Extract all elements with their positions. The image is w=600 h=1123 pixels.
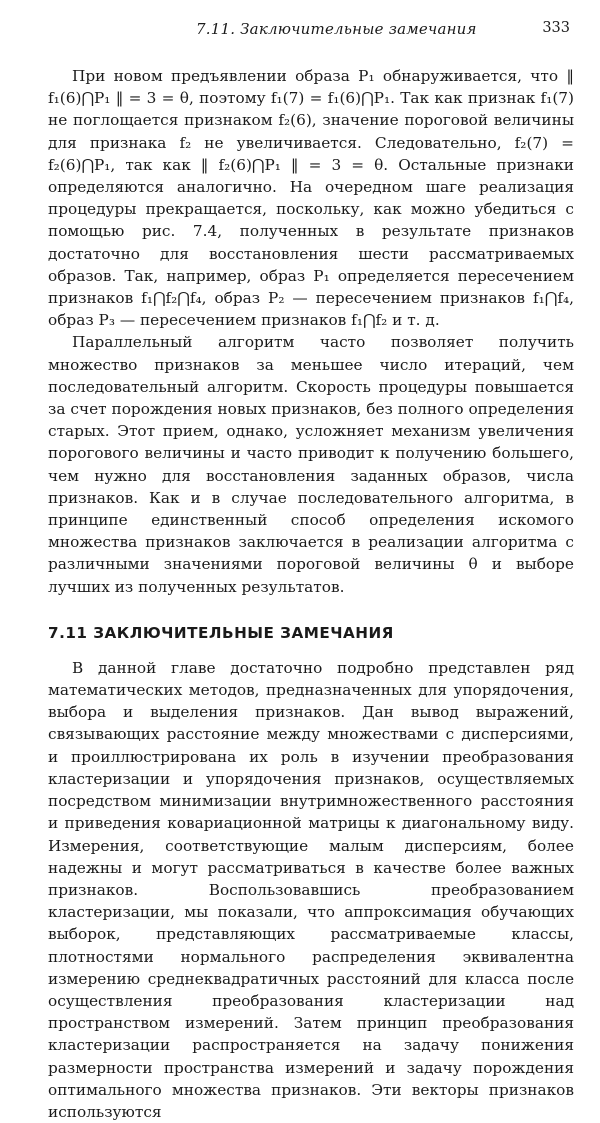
paragraph-concluding-remarks: В данной главе достаточно подробно представлен ряд математических методов, предназначенных для упорядочения, выбора и выделения признаков. Дан вывод выражений, связывающих расстояние между множествами с дисперсиями, и проиллюстрирована их роль в изучении преобразования кластеризации и упорядочения признаков, осуществляемых посредством минимизации внутримножественного расстояния и приведения ковариационной матрицы к диагональному виду. Измерения, соответствующие малым дисперсиям, более надежны и могут рассматриваться в качестве более важных признаков. Воспользовавшись преобразованием кластеризации, мы показали, что аппроксимация обучающих выборок, представляющих рассматриваемые классы, плотностями нормального распределения эквивалентна измерению среднеквадратичных расстояний для класса после осуществления преобразования кластеризации над пространством измерений. Затем принцип преобразования кластеризации распространяется на задачу понижения размерности пространства измерений и задачу порождения оптимального множества признаков. Эти векторы признаков используются	[48, 658, 574, 1121]
section-heading: 7.11 ЗАКЛЮЧИТЕЛЬНЫЕ ЗАМЕЧАНИЯ	[48, 623, 394, 642]
running-head	[48, 20, 574, 42]
page-number: 333	[542, 20, 570, 36]
book-page	[48, 20, 574, 1123]
paragraph-algorithm-example: При новом предъявлении образа P₁ обнаруживается, что ‖ f₁(6)⋂P₁ ‖ = 3 = θ, поэтому f₁(7) = f₁(6)⋂P₁. Так как признак f₁(7) не поглощается признаком f₂(6), значение пороговой величины для признака f₂ не увеличивается. Следовательно, f₂(7) = f₂(6)⋂P₁, так как ‖ f₂(6)⋂P₁ ‖ = 3 = θ. Остальные признаки определяются аналогично. На очередном шаге реализация процедуры прекращается, поскольку, как можно убедиться с помощью рис. 7.4, полученных в результате признаков достаточно для восстановления шести рассматриваемых образов. Так, например, образ P₁ определяется пересечением признаков f₁⋂f₂⋂f₄, образ P₂ — пересечением признаков f₁⋂f₄, образ P₃ — пересечением признаков f₁⋂f₂ и т. д.	[48, 67, 574, 330]
running-title: 7.11. Заключительные замечания	[196, 20, 477, 38]
paragraph-parallel-algorithm: Параллельный алгоритм часто позволяет получить множество признаков за меньшее число итераций, чем последовательный алгоритм. Скорость процедуры повышается за счет порождения новых признаков, без полного определения старых. Этот прием, однако, усложняет механизм увеличения порогового величины и часто приводит к получению большего, чем нужно для восстановления заданных образов, числа признаков. Как и в случае последовательного алгоритма, в принципе единственный способ определения искомого множества признаков заключается в реализации алгоритма с различными значениями пороговой величины θ и выборе лучших из полученных результатов.	[48, 333, 574, 596]
